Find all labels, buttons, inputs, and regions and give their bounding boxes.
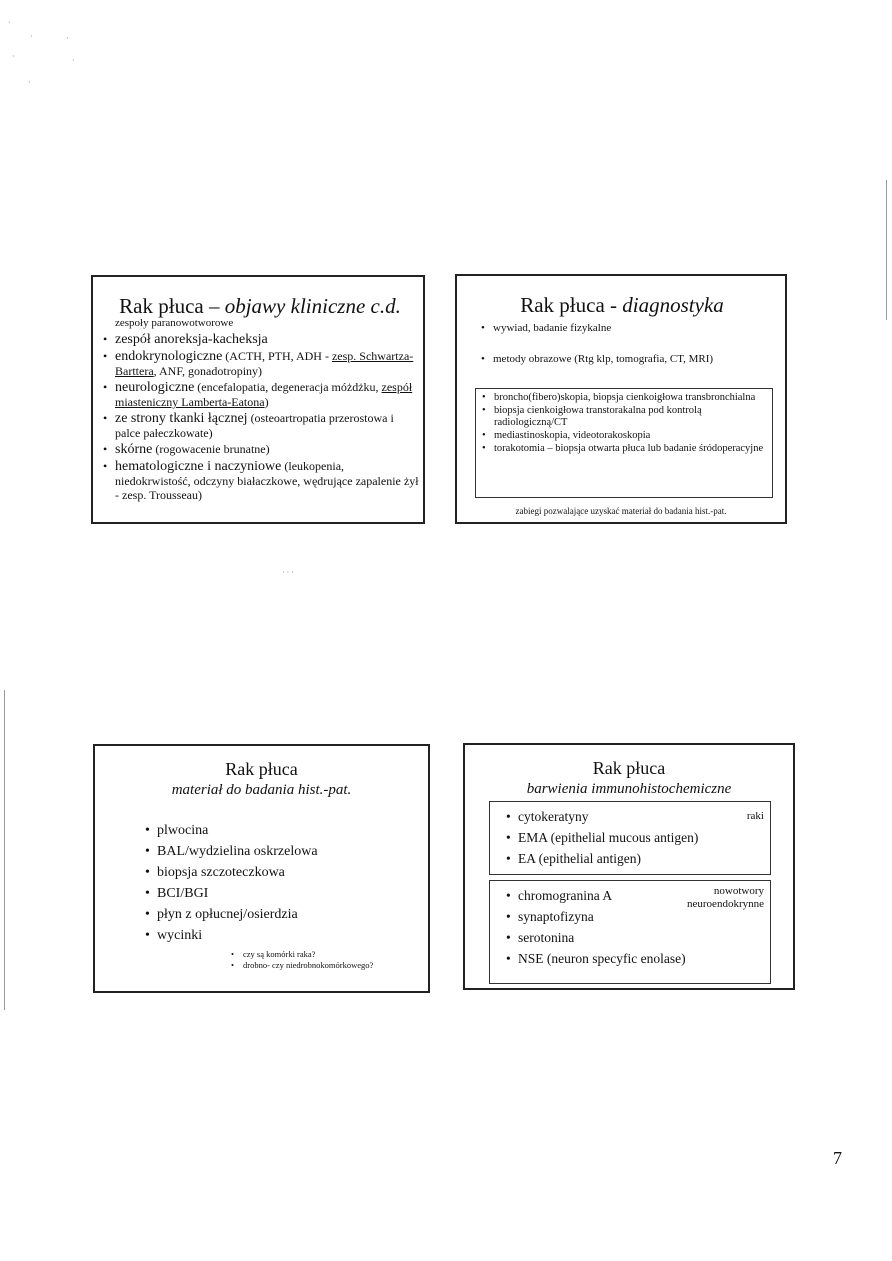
slide-title: Rak płuca [225,759,298,779]
page-number: 7 [833,1148,842,1168]
scan-speck: · [12,52,15,61]
list-item: • biopsja cienkoigłowa transtorakalna pod kontrolą radiologiczną/CT [480,405,768,429]
list-item: • BAL/wydzielina oskrzelowa [143,841,428,862]
syndrome-link-text: zesp. Schwartza-Barttera [115,349,414,378]
list-item: • biopsja szczoteczkowa [143,862,428,883]
bullet-list [465,322,779,366]
list-item: • wywiad, badanie fizykalne [479,322,779,335]
list-item: • czy są komórki raka? [229,949,428,960]
list-item: • broncho(fibero)skopia, biopsja cienkoigłowa transbronchialna [480,392,768,404]
slide-objawy-kliniczne [91,275,425,524]
slide-barwienia [463,743,795,990]
slide-title: Rak płuca - diagnostyka [520,293,724,317]
group-tag: raki [746,810,764,822]
scan-edge-line [886,180,887,320]
slide-note: zabiegi pozwalające uzyskać materiał do badania hist.-pat. [515,506,727,516]
sub-bullet-list [229,949,428,971]
bullet-list [143,820,428,946]
list-item: • hematologiczne i naczyniowe (leukopenia, niedokrwistość, odczyny białaczkowe, wędrujące zapalenie żył - zesp. Trousseau) [101,459,419,502]
group-tag: nowotwory neuroendokrynne [687,885,764,910]
list-item: • skórne (rogowacenie brunatne) [101,442,419,457]
list-item: • metody obrazowe (Rtg klp, tomografia, CT, MRI) [479,353,779,366]
list-item: • płyn z opłucnej/osierdzia [143,904,428,925]
bullet-list [504,806,764,869]
list-item: • EA (epithelial antigen) [504,848,764,869]
list-item: • torakotomia – biopsja otwarta płuca lub badanie śródoperacyjne [480,443,768,455]
list-item: • zespół anoreksja-kacheksja [101,332,419,347]
slide-subtitle: barwienia immunohistochemiczne [526,781,732,797]
list-item: • wycinki [143,925,428,946]
slide-diagnostyka [455,274,787,524]
slide-title: Rak płuca – objawy kliniczne c.d. [119,294,401,318]
list-item: • synaptofizyna [504,906,764,927]
list-item: • mediastinoskopia, videotorakoskopia [480,430,768,442]
slide-subtitle: zespoły paranowotworowe [115,317,234,329]
scan-speck: · [30,32,33,41]
bullet-list [101,332,419,502]
bullet-list [480,392,768,455]
list-item: • ze strony tkanki łącznej (osteoartropatia przerostowa i palce pałeczkowate) [101,411,419,440]
syndrome-link-text: zespół miasteniczny Lamberta-Eatona [115,380,413,409]
scan-speck: · [66,34,69,43]
list-item: • EMA (epithelial mucous antigen) [504,827,764,848]
scan-speck: · · · [282,568,294,577]
scan-speck: · [28,78,31,87]
carcinoma-markers-box [489,801,771,875]
scan-speck: · [72,56,75,65]
neuroendocrine-markers-box [489,880,771,984]
list-item: • cytokeratyny [504,806,764,827]
list-item: • drobno- czy niedrobnokomórkowego? [229,960,428,971]
list-item: • plwocina [143,820,428,841]
scan-speck: · [8,18,11,27]
bullet-list [504,885,764,969]
slide-material [93,744,430,993]
list-item: • neurologiczne (encefalopatia, degeneracja móżdżku, zespół miasteniczny Lamberta-Eatona) [101,380,419,409]
list-item: • endokrynologiczne (ACTH, PTH, ADH - zesp. Schwartza-Barttera, ANF, gonadotropiny) [101,349,419,378]
list-item: • NSE (neuron specyfic enolase) [504,948,764,969]
scan-edge-line [4,690,5,1010]
slide-subtitle: materiał do badania hist.-pat. [171,782,352,798]
procedures-box [475,388,773,498]
list-item: • serotonina [504,927,764,948]
list-item: • chromogranina A [504,885,764,906]
list-item: • BCI/BGI [143,883,428,904]
slide-title: Rak płuca [592,758,666,778]
